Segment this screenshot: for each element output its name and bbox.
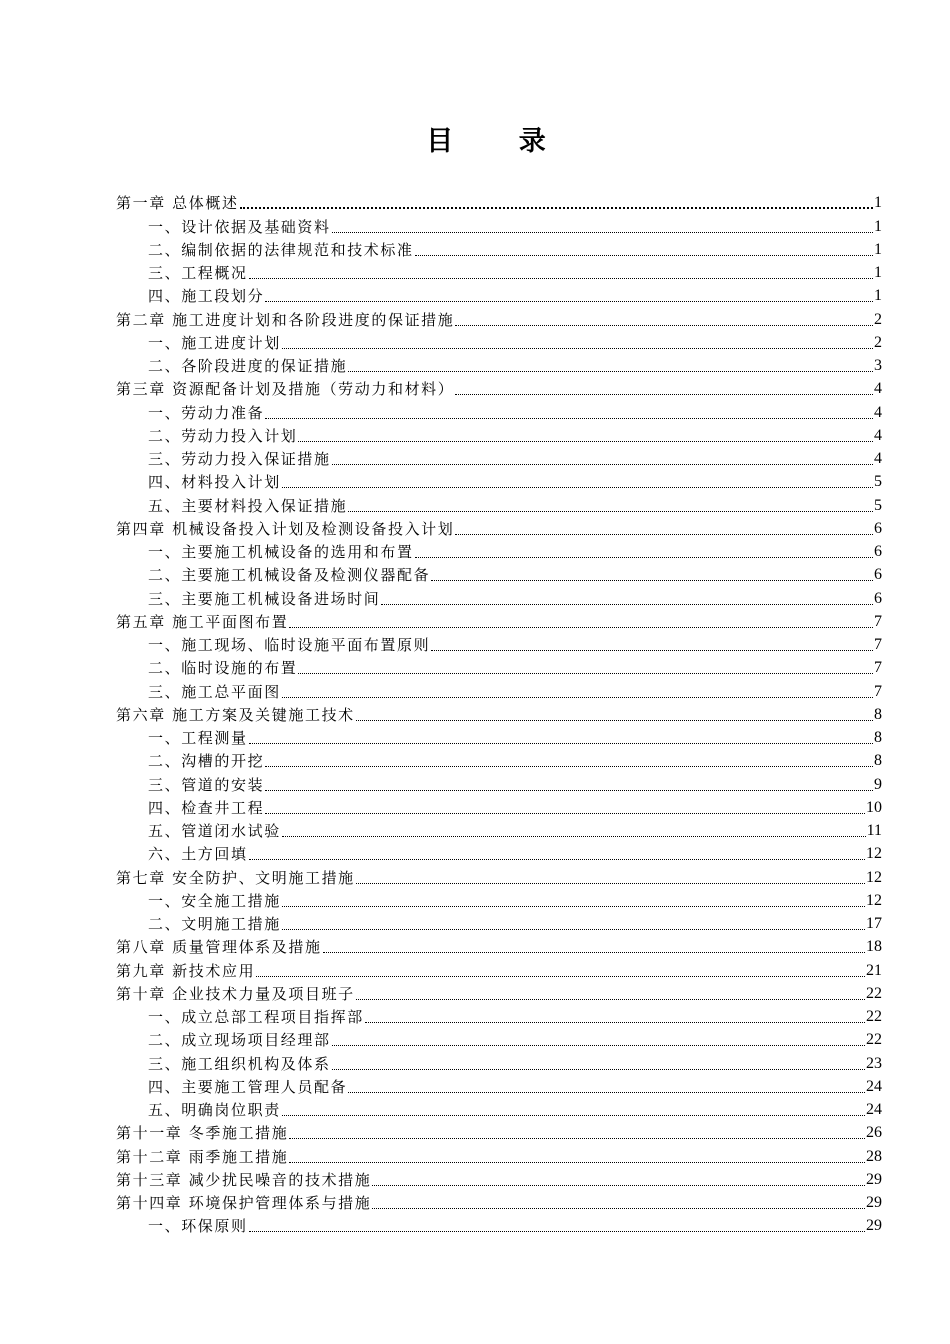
toc-entry-page-number: 1 [874, 217, 882, 235]
toc-entry-label: 四、施工段划分 [148, 287, 265, 306]
toc-entry-page-number: 8 [874, 752, 882, 770]
dot-leader [372, 1185, 865, 1186]
toc-entry-page-number: 22 [866, 1008, 882, 1025]
toc-chapter-entry[interactable] [116, 1167, 882, 1190]
dot-leader [332, 1069, 865, 1070]
toc-entry-label: 第十二章 雨季施工措施 [116, 1147, 289, 1166]
toc-entry-label: 一、设计依据及基础资料 [148, 217, 331, 236]
toc-entry-label: 一、主要施工机械设备的选用和布置 [148, 543, 414, 561]
dot-leader [289, 1138, 865, 1139]
toc-entry-label: 五、管道闭水试验 [148, 822, 281, 840]
toc-entry-page-number: 7 [874, 636, 882, 653]
dot-leader [265, 418, 873, 419]
toc-entry-page-number: 4 [874, 426, 882, 444]
toc-section-entry[interactable] [116, 1004, 882, 1027]
toc-section-entry[interactable] [116, 469, 882, 492]
toc-entry-page-number: 24 [866, 1077, 882, 1095]
toc-entry-label: 第四章 机械设备投入计划及检测设备投入计划 [116, 519, 455, 538]
toc-chapter-entry[interactable] [116, 1190, 882, 1213]
toc-entry-label: 一、施工进度计划 [148, 333, 281, 352]
toc-entry-label: 一、安全施工措施 [148, 891, 281, 910]
toc-entry-label: 一、环保原则 [148, 1217, 248, 1236]
dot-leader [372, 1208, 865, 1209]
toc-entry-label: 三、劳动力投入保证措施 [148, 450, 331, 468]
dot-leader [415, 255, 873, 256]
dot-leader [365, 1022, 865, 1023]
toc-entry-page-number: 4 [874, 380, 882, 398]
toc-entry-page-number: 6 [874, 519, 882, 537]
toc-entry-label: 二、成立现场项目经理部 [148, 1031, 331, 1050]
dot-leader [332, 232, 873, 233]
toc-entry-label: 第六章 施工方案及关键施工技术 [116, 705, 355, 724]
toc-chapter-entry[interactable] [116, 609, 882, 632]
dot-leader [298, 441, 873, 442]
dot-leader [256, 976, 865, 977]
toc-section-entry[interactable] [116, 1027, 882, 1050]
dot-leader [415, 557, 873, 558]
dot-leader [298, 673, 873, 674]
toc-section-entry[interactable] [116, 562, 882, 585]
toc-entry-label: 第八章 质量管理体系及措施 [116, 938, 322, 957]
toc-entry-page-number: 6 [874, 566, 882, 584]
toc-section-entry[interactable] [116, 1097, 882, 1120]
toc-chapter-entry[interactable] [116, 702, 882, 725]
toc-section-entry[interactable] [116, 237, 882, 260]
toc-entry-label: 第七章 安全防护、文明施工措施 [116, 868, 355, 887]
dot-leader [282, 836, 866, 837]
dot-leader [289, 627, 873, 628]
toc-section-entry[interactable] [116, 260, 882, 283]
toc-section-entry[interactable] [116, 446, 882, 469]
toc-entry-page-number: 2 [874, 310, 882, 328]
toc-section-entry[interactable] [116, 283, 882, 306]
toc-section-entry[interactable] [116, 330, 882, 353]
toc-chapter-entry[interactable] [116, 516, 882, 539]
toc-entry-page-number: 5 [874, 496, 882, 514]
dot-leader [282, 929, 865, 930]
toc-entry-page-number: 17 [866, 915, 882, 932]
dot-leader [356, 883, 865, 884]
toc-entry-label: 第十一章 冬季施工措施 [116, 1124, 289, 1143]
toc-entry-page-number: 7 [874, 612, 882, 630]
toc-entry-page-number: 6 [874, 543, 882, 560]
toc-section-entry[interactable] [116, 632, 882, 655]
toc-entry-label: 一、施工现场、临时设施平面布置原则 [148, 636, 431, 654]
dot-leader [455, 325, 873, 326]
toc-section-entry[interactable] [116, 585, 882, 608]
toc-section-entry[interactable] [116, 1050, 882, 1073]
dot-leader [282, 697, 873, 698]
toc-entry-page-number: 12 [866, 845, 882, 863]
toc-section-entry[interactable] [116, 1074, 882, 1097]
toc-entry-page-number: 22 [866, 984, 882, 1002]
toc-section-entry[interactable] [116, 818, 882, 841]
toc-entry-label: 第五章 施工平面图布置 [116, 612, 289, 631]
toc-section-entry[interactable] [116, 678, 882, 701]
toc-section-entry[interactable] [116, 748, 882, 771]
toc-section-entry[interactable] [116, 771, 882, 794]
toc-chapter-entry[interactable] [116, 1143, 882, 1166]
toc-entry-label: 第一章 总体概述 [116, 194, 239, 213]
toc-section-entry[interactable] [116, 1213, 882, 1236]
dot-leader [455, 534, 873, 535]
toc-section-entry[interactable] [116, 795, 882, 818]
toc-entry-label: 三、管道的安装 [148, 775, 265, 794]
toc-entry-label: 一、劳动力准备 [148, 403, 265, 422]
toc-chapter-entry[interactable] [116, 934, 882, 957]
dot-leader [348, 371, 873, 372]
toc-title: 目 录 [426, 126, 574, 157]
dot-leader [356, 999, 865, 1000]
dot-leader [289, 1162, 865, 1163]
toc-entry-label: 一、成立总部工程项目指挥部 [148, 1008, 364, 1026]
toc-entry-page-number: 5 [874, 473, 882, 491]
toc-section-entry[interactable] [116, 539, 882, 562]
dot-leader [249, 859, 865, 860]
dot-leader [332, 1045, 865, 1046]
toc-entry-label: 三、施工总平面图 [148, 682, 281, 701]
toc-entry-label: 二、临时设施的布置 [148, 659, 298, 678]
dot-leader [332, 464, 873, 465]
toc-entry-page-number: 9 [874, 775, 882, 793]
toc-entry-page-number: 6 [874, 589, 882, 607]
toc-entry-page-number: 1 [874, 240, 882, 258]
toc-entry-page-number: 22 [866, 1031, 882, 1049]
dot-leader [356, 720, 873, 721]
toc-entry-label: 第十四章 环境保护管理体系与措施 [116, 1194, 372, 1212]
toc-section-entry[interactable] [116, 353, 882, 376]
toc-entry-page-number: 29 [866, 1217, 882, 1235]
toc-entry-page-number: 2 [874, 333, 882, 351]
toc-entry-label: 二、各阶段进度的保证措施 [148, 357, 348, 375]
dot-leader [265, 813, 865, 814]
toc-entry-label: 三、工程概况 [148, 264, 248, 282]
toc-section-entry[interactable] [116, 911, 882, 934]
toc-entry-page-number: 12 [866, 868, 882, 886]
toc-entry-label: 二、文明施工措施 [148, 915, 281, 933]
dot-leader [265, 790, 873, 791]
toc-chapter-entry[interactable] [116, 864, 882, 887]
toc-entry-label: 六、土方回填 [148, 845, 248, 864]
toc-entry-page-number: 1 [874, 287, 882, 305]
toc-entry-label: 二、沟槽的开挖 [148, 752, 265, 771]
toc-entry-label: 五、明确岗位职责 [148, 1101, 281, 1119]
toc-entry-page-number: 3 [874, 357, 882, 374]
toc-entry-page-number: 24 [866, 1101, 882, 1118]
toc-entry-label: 四、主要施工管理人员配备 [148, 1077, 348, 1096]
toc-entry-page-number: 28 [866, 1147, 882, 1165]
toc-entry-page-number: 4 [874, 403, 882, 421]
dot-leader [381, 604, 873, 605]
toc-entry-label: 二、主要施工机械设备及检测仪器配备 [148, 566, 431, 585]
toc-entry-label: 三、主要施工机械设备进场时间 [148, 589, 381, 608]
dot-leader [249, 743, 873, 744]
dot-leader [348, 511, 873, 512]
dot-leader [265, 766, 873, 767]
toc-section-entry[interactable] [116, 492, 882, 515]
toc-entry-label: 第九章 新技术应用 [116, 961, 256, 980]
toc-entry-page-number: 23 [866, 1054, 882, 1072]
toc-entry-label: 三、施工组织机构及体系 [148, 1054, 331, 1073]
toc-entry-page-number: 18 [866, 938, 882, 956]
toc-section-entry[interactable] [116, 399, 882, 422]
toc-entry-page-number: 7 [874, 682, 882, 700]
dot-leader [323, 952, 865, 953]
dot-leader [249, 278, 873, 279]
toc-entry-page-number: 21 [866, 961, 882, 979]
toc-chapter-entry[interactable] [116, 957, 882, 980]
toc-entry-page-number: 4 [874, 450, 882, 467]
toc-entry-page-number: 10 [866, 798, 882, 816]
dot-leader [282, 1115, 865, 1116]
toc-entry-page-number: 29 [866, 1170, 882, 1188]
toc-entry-label: 五、主要材料投入保证措施 [148, 496, 348, 515]
toc-entry-label: 第十章 企业技术力量及项目班子 [116, 984, 355, 1003]
toc-entry-page-number: 29 [866, 1194, 882, 1211]
dot-leader [348, 1092, 865, 1093]
toc-entry-label: 一、工程测量 [148, 729, 248, 747]
toc-section-entry[interactable] [116, 888, 882, 911]
toc-entry-page-number: 8 [874, 729, 882, 746]
toc-entry-page-number: 12 [866, 891, 882, 909]
table-of-contents [116, 190, 882, 1236]
toc-chapter-entry[interactable] [116, 981, 882, 1004]
toc-entry-label: 二、编制依据的法律规范和技术标准 [148, 240, 414, 259]
toc-entry-label: 二、劳动力投入计划 [148, 426, 298, 445]
toc-section-entry[interactable] [116, 213, 882, 236]
toc-section-entry[interactable] [116, 423, 882, 446]
toc-entry-page-number: 1 [874, 194, 882, 212]
toc-chapter-entry[interactable] [116, 1120, 882, 1143]
dot-leader [455, 394, 873, 395]
toc-section-entry[interactable] [116, 841, 882, 864]
toc-entry-label: 四、检查井工程 [148, 798, 265, 817]
dot-leader [240, 207, 873, 209]
dot-leader [431, 580, 873, 581]
toc-section-entry[interactable] [116, 725, 882, 748]
dot-leader [282, 906, 865, 907]
toc-chapter-entry[interactable] [116, 306, 882, 329]
dot-leader [265, 301, 873, 302]
toc-entry-page-number: 11 [866, 822, 882, 839]
dot-leader [249, 1231, 865, 1232]
dot-leader [431, 650, 873, 651]
toc-entry-page-number: 8 [874, 705, 882, 723]
toc-entry-label: 四、材料投入计划 [148, 473, 281, 492]
dot-leader [282, 348, 873, 349]
toc-entry-label: 第十三章 减少扰民噪音的技术措施 [116, 1170, 372, 1189]
toc-entry-label: 第三章 资源配备计划及措施（劳动力和材料） [116, 380, 455, 399]
dot-leader [282, 487, 873, 488]
toc-entry-page-number: 7 [874, 659, 882, 677]
toc-section-entry[interactable] [116, 655, 882, 678]
toc-entry-page-number: 1 [874, 264, 882, 281]
toc-chapter-entry[interactable] [116, 376, 882, 399]
toc-entry-label: 第二章 施工进度计划和各阶段进度的保证措施 [116, 310, 455, 329]
toc-chapter-entry[interactable] [116, 190, 882, 213]
toc-entry-page-number: 26 [866, 1124, 882, 1142]
